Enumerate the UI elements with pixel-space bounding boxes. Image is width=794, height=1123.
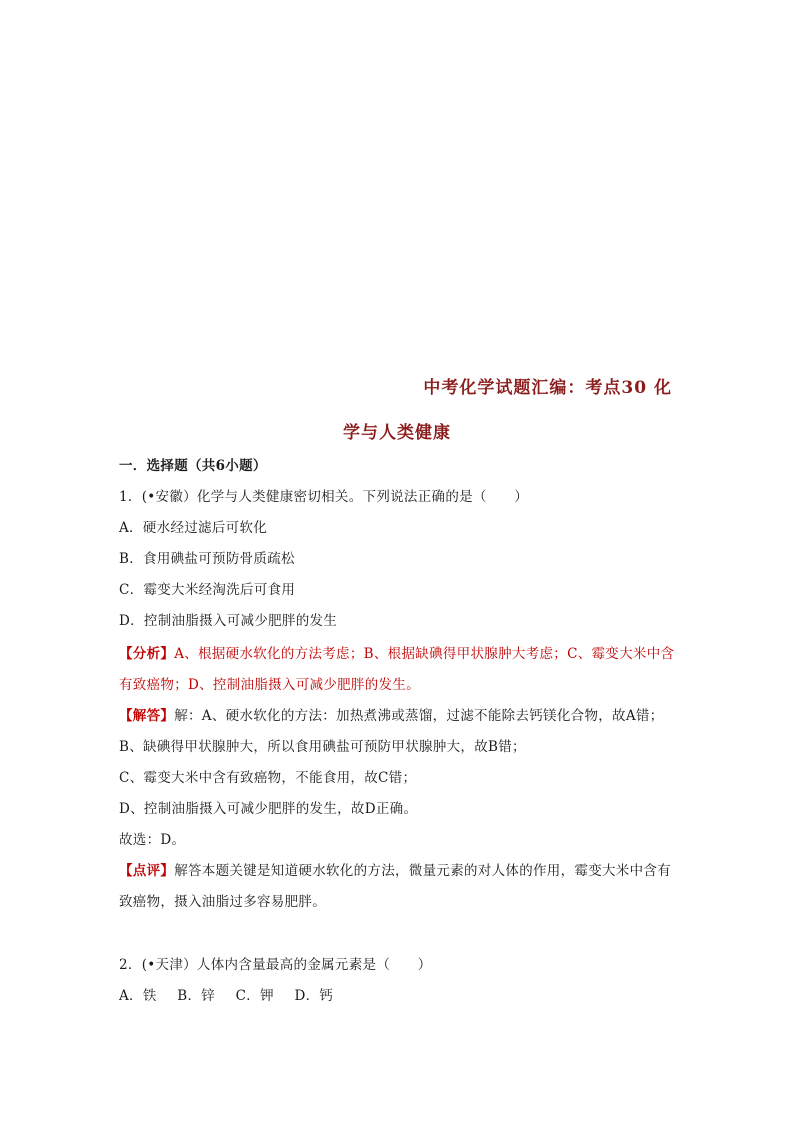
answer-paragraph-line-1 <box>119 707 679 725</box>
comment-tag: 【点评】 <box>119 863 175 879</box>
question-1-option-a: A．硬水经过滤后可软化 <box>119 520 268 536</box>
answer-choice: 故选：D。 <box>119 832 186 848</box>
comment-text-1: 解答本题关键是知道硬水软化的方法，微量元素的对人体的作用，霉变大米中含有 <box>174 863 672 879</box>
answer-line-3: C、霉变大米中含有致癌物，不能食用，故C错； <box>119 770 417 786</box>
question-1-option-c: C．霉变大米经淘洗后可食用 <box>119 582 296 598</box>
answer-line-2: B、缺碘得甲状腺肿大，所以食用碘盐可预防甲状腺肿大，故B错； <box>119 739 526 755</box>
answer-tag: 【解答】 <box>119 708 175 724</box>
question-2-option-a: A．铁 <box>119 988 157 1004</box>
comment-paragraph-line-1 <box>119 862 679 880</box>
question-2-option-b: B．锌 <box>177 988 216 1004</box>
question-2-option-d: D．钙 <box>294 988 334 1004</box>
analysis-paragraph-line-1 <box>119 645 679 663</box>
question-2-options <box>119 987 679 1005</box>
question-2-option-c: C．钾 <box>235 988 274 1004</box>
question-2-stem: 2．(•天津）人体内含量最高的金属元素是（ ） <box>119 957 432 973</box>
comment-line-2: 致癌物，摄入油脂过多容易肥胖。 <box>119 894 326 910</box>
answer-line-4: D、控制油脂摄入可减少肥胖的发生，故D正确。 <box>119 801 418 817</box>
document-title-line-2: 学与人类健康 <box>343 423 451 443</box>
answer-text-1: 解：A、硬水软化的方法：加热煮沸或蒸馏，过滤不能除去钙镁化合物，故A错； <box>174 708 664 724</box>
document-title-line-1: 中考化学试题汇编：考点30 化 <box>423 378 672 398</box>
analysis-text-1: A、根据硬水软化的方法考虑；B、根据缺碘得甲状腺肿大考虑；C、霉变大米中含 <box>174 646 675 662</box>
question-1-option-d: D．控制油脂摄入可减少肥胖的发生 <box>119 613 338 629</box>
analysis-paragraph-line-2: 有致癌物；D、控制油脂摄入可减少肥胖的发生。 <box>119 677 420 693</box>
section-heading: 一．选择题（共6小题） <box>119 458 267 474</box>
analysis-tag: 【分析】 <box>119 646 175 662</box>
question-1-stem: 1．(•安徽）化学与人类健康密切相关。下列说法正确的是（ ） <box>119 489 529 505</box>
question-1-option-b: B．食用碘盐可预防骨质疏松 <box>119 551 295 567</box>
